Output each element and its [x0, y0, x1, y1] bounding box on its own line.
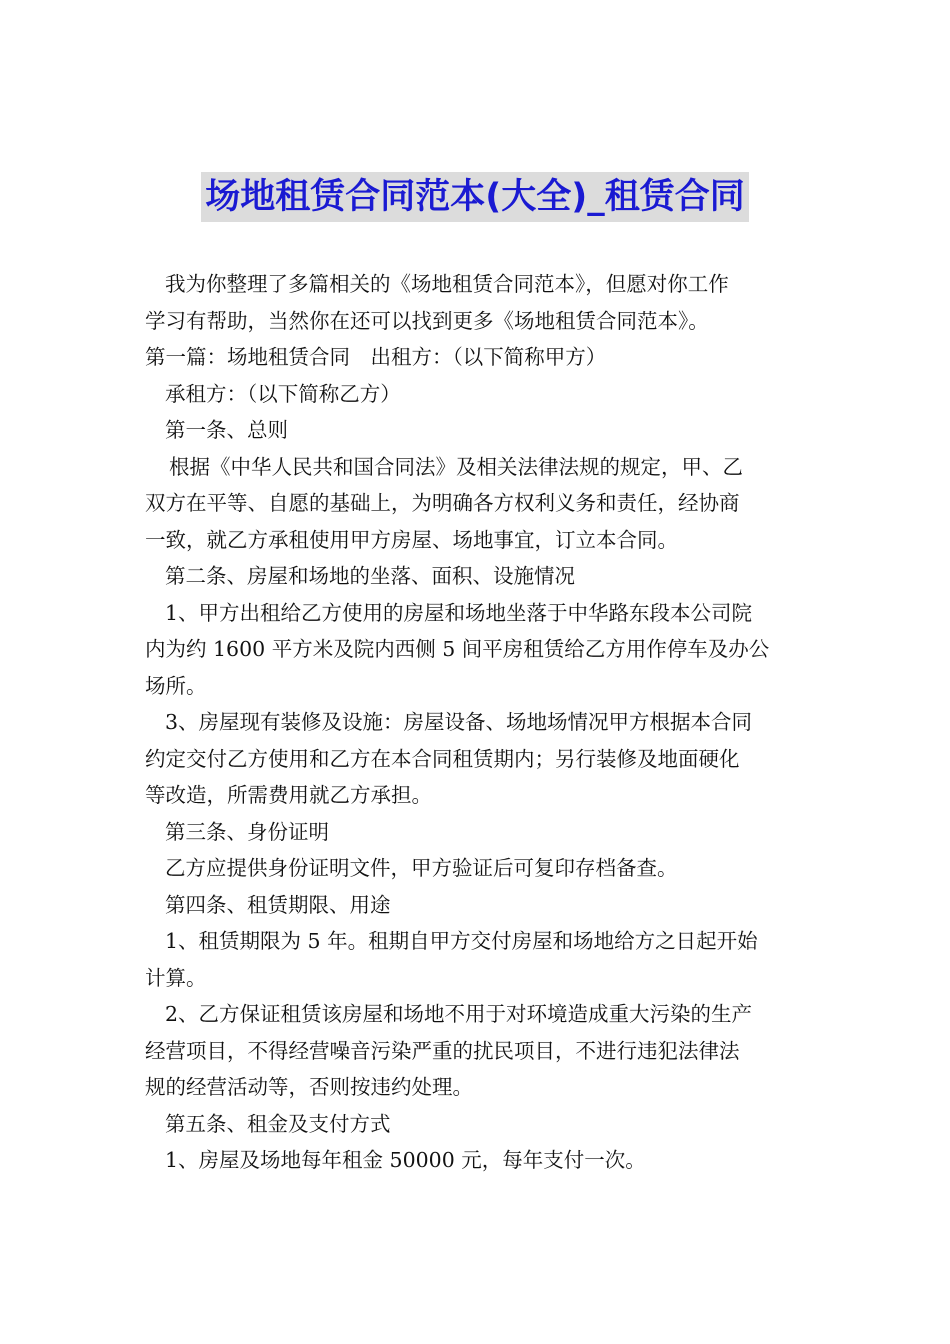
document-body — [145, 266, 810, 1179]
paragraph-line: 双方在平等、自愿的基础上，为明确各方权利义务和责任，经协商 — [145, 491, 740, 515]
paragraph-line: 第一篇：场地租赁合同 出租方：（以下简称甲方） — [145, 345, 607, 369]
section-heading: 第五条、租金及支付方式 — [165, 1111, 391, 1136]
paragraph-line: 等改造，所需费用就乙方承担。 — [145, 783, 432, 807]
paragraph-line: 承租方：（以下简称乙方） — [165, 381, 401, 406]
paragraph-line: 3、房屋现有装修及设施：房屋设备、场地场情况甲方根据本合同 — [165, 710, 753, 734]
section-heading: 第三条、身份证明 — [165, 819, 329, 844]
paragraph-line: 1、租赁期限为 5 年。租期自甲方交付房屋和场地给方之日起开始 — [165, 929, 758, 953]
paragraph-line: 根据《中华人民共和国合同法》及相关法律法规的规定，甲、乙 — [169, 454, 743, 479]
paragraph-line: 场所。 — [145, 673, 207, 698]
paragraph-line: 一致，就乙方承租使用甲方房屋、场地事宜，订立本合同。 — [145, 527, 678, 552]
paragraph-line: 约定交付乙方使用和乙方在本合同租赁期内；另行装修及地面硬化 — [145, 746, 740, 771]
section-heading: 第一条、总则 — [165, 418, 288, 442]
title-container — [0, 172, 950, 222]
paragraph-line: 学习有帮助，当然你在还可以找到更多《场地租赁合同范本》。 — [145, 308, 709, 333]
paragraph-line: 规的经营活动等，否则按违约处理。 — [145, 1075, 473, 1099]
paragraph-line: 1、房屋及场地每年租金 50000 元，每年支付一次。 — [165, 1148, 646, 1172]
paragraph-line: 经营项目，不得经营噪音污染严重的扰民项目，不进行违犯法律法 — [145, 1038, 740, 1063]
paragraph-line: 计算。 — [145, 965, 207, 990]
paragraph-line: 内为约 1600 平方米及院内西侧 5 间平房租赁给乙方用作停车及办公 — [145, 637, 770, 661]
paragraph-line: 1、甲方出租给乙方使用的房屋和场地坐落于中华路东段本公司院 — [165, 600, 753, 625]
document-title: 场地租赁合同范本(大全)_租赁合同 — [201, 172, 749, 222]
section-heading: 第二条、房屋和场地的坐落、面积、设施情况 — [165, 564, 575, 588]
paragraph-line: 我为你整理了多篇相关的《场地租赁合同范本》，但愿对你工作 — [165, 272, 729, 296]
paragraph-line: 乙方应提供身份证明文件，甲方验证后可复印存档备查。 — [165, 856, 678, 880]
section-heading: 第四条、租赁期限、用途 — [165, 892, 391, 917]
paragraph-line: 2、乙方保证租赁该房屋和场地不用于对环境造成重大污染的生产 — [165, 1002, 753, 1026]
